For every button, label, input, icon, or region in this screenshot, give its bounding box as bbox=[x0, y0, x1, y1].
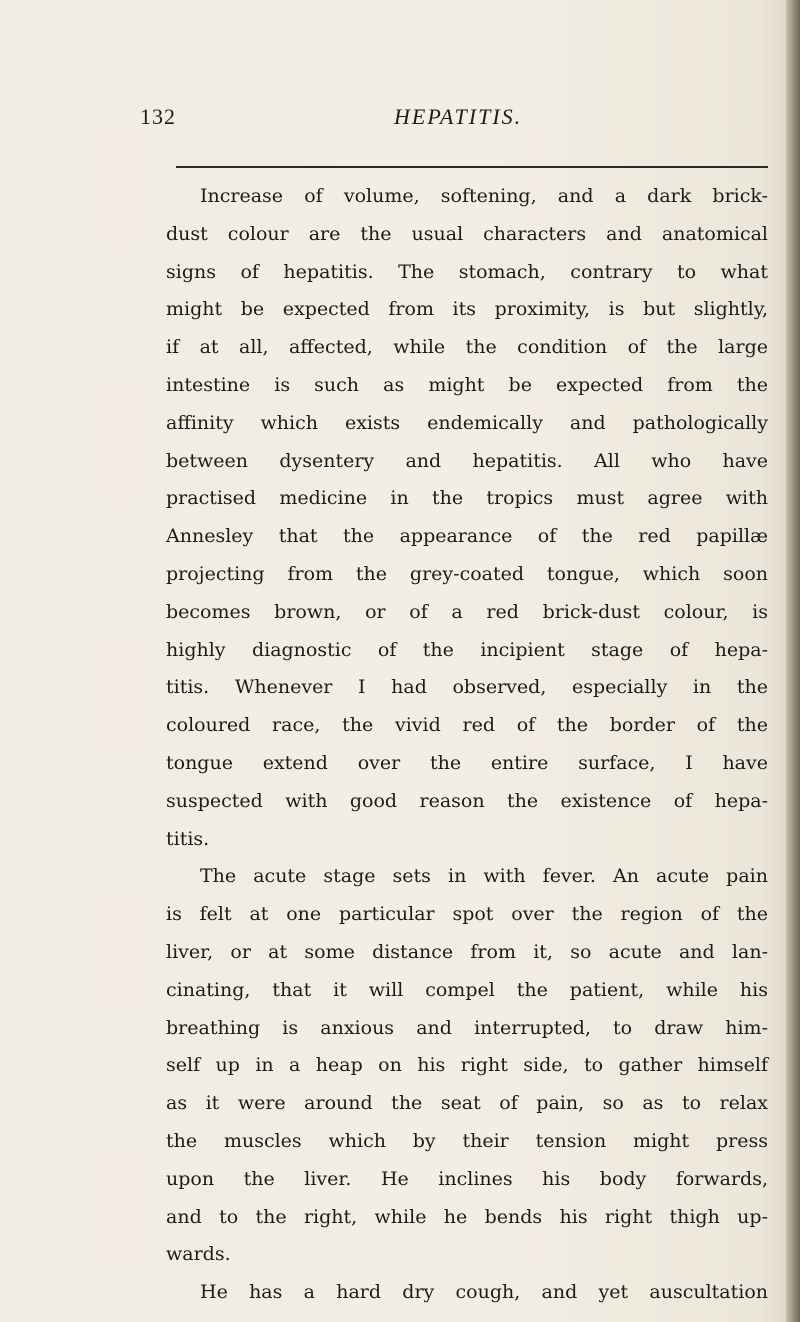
text-line: self up in a heap on his right side, to gather himself bbox=[166, 1054, 768, 1077]
text-line: upon the liver. He inclines his body forwards, bbox=[166, 1167, 768, 1190]
text-line: breathing is anxious and interrupted, to draw him- bbox=[166, 1016, 768, 1039]
text-line: suspected with good reason the existence of hepa- bbox=[166, 789, 768, 812]
text-line: titis. bbox=[166, 827, 210, 850]
text-line: Increase of volume, softening, and a dark brick- bbox=[200, 185, 768, 207]
text-line: becomes brown, or of a red brick-dust colour, is bbox=[166, 600, 768, 623]
text-line: titis. Whenever I had observed, especially in the bbox=[166, 676, 768, 699]
header-rule bbox=[176, 166, 768, 168]
page-edge-shadow bbox=[786, 0, 800, 1322]
running-title: HEPATITIS. bbox=[394, 104, 523, 129]
text-line: as it were around the seat of pain, so as to relax bbox=[166, 1092, 768, 1115]
text-line: He has a hard dry cough, and yet auscultation bbox=[200, 1281, 768, 1304]
text-line: dust colour are the usual characters and anatomical bbox=[166, 222, 768, 245]
text-line: practised medicine in the tropics must agree with bbox=[166, 487, 768, 510]
page-header bbox=[0, 104, 800, 144]
text-line: Annesley that the appearance of the red papillæ bbox=[166, 525, 768, 548]
text-line: wards. bbox=[166, 1243, 231, 1266]
text-line: coloured race, the vivid red of the border of the bbox=[166, 714, 768, 737]
text-line: signs of hepatitis. The stomach, contrary to what bbox=[166, 260, 768, 283]
text-line: affinity which exists endemically and pathologically bbox=[166, 411, 768, 434]
text-line: cinating, that it will compel the patient, while his bbox=[166, 978, 768, 1001]
text-line: might be expected from its proximity, is but slightly, bbox=[166, 298, 768, 321]
text-line: the muscles which by their tension might press bbox=[166, 1129, 768, 1152]
text-line: and to the right, while he bends his right thigh up- bbox=[166, 1205, 768, 1228]
text-line: projecting from the grey-coated tongue, which soon bbox=[166, 562, 768, 585]
text-line: highly diagnostic of the incipient stage of hepa- bbox=[166, 638, 768, 661]
text-line: intestine is such as might be expected from the bbox=[166, 373, 768, 396]
text-line: if at all, affected, while the condition of the large bbox=[166, 336, 768, 359]
text-line: The acute stage sets in with fever. An acute pain bbox=[200, 865, 768, 888]
page-number: 132 bbox=[140, 104, 176, 129]
text-line: liver, or at some distance from it, so acute and lan- bbox=[166, 940, 768, 963]
text-line: between dysentery and hepatitis. All who have bbox=[166, 449, 768, 472]
body-text bbox=[166, 178, 768, 1312]
text-line: is felt at one particular spot over the region of the bbox=[166, 903, 768, 926]
text-line: tongue extend over the entire surface, I have bbox=[166, 751, 768, 774]
